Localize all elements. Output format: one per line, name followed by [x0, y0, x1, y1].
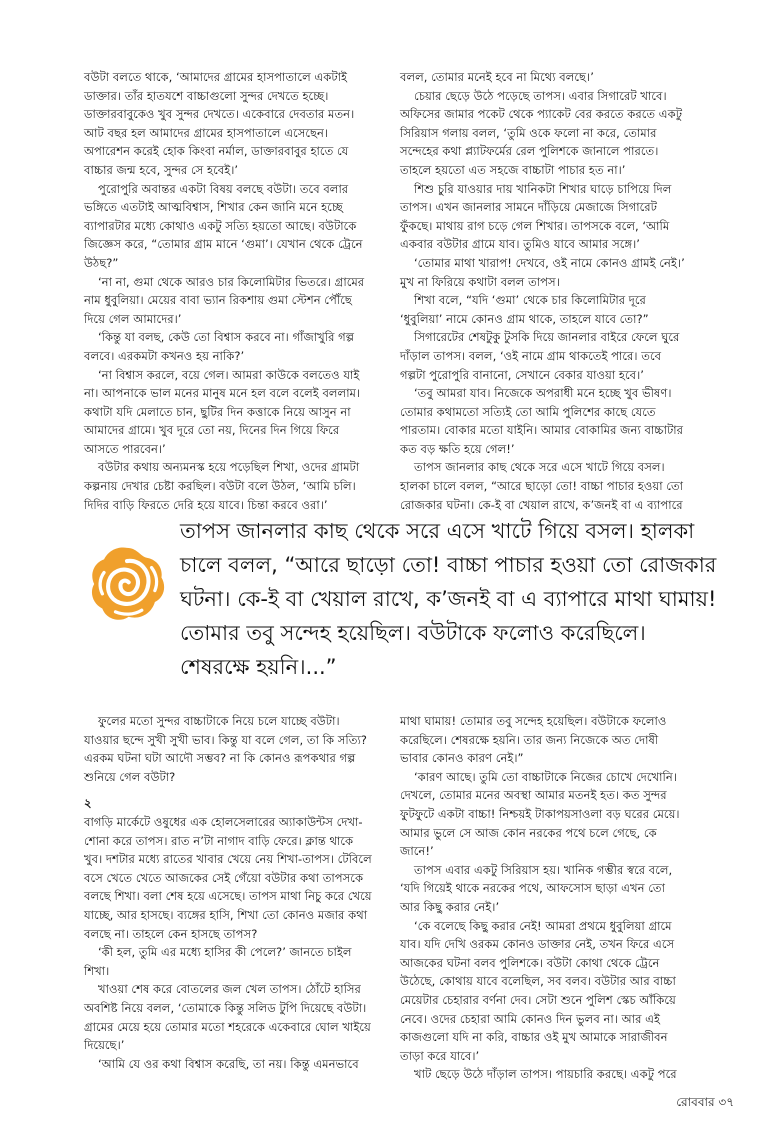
paragraph: ফুলের মতো সুন্দর বাচ্চাটাকে নিয়ে চলে যাচ্ছে বউটা। যাওয়ার ছন্দে সুখী সুখী ভাব। কিন্তু যা বলে গেল, তা কি সত্যি? এরকম ঘটনা ঘটা আদৌ সম্ভব? না কি কোনও রূপকথার গল্প শুনিয়ে গেল বউটা? — [84, 714, 367, 784]
paragraph: খাট ছেড়ে উঠে দাঁড়াল তাপস। পায়চারি করছে। একটু পরে — [414, 1067, 677, 1082]
top-left-column — [84, 68, 374, 514]
pull-quote: তাপস জানলার কাছ থেকে সরে এসে খাটে গিয়ে বসল। হালকা চালে বলল, “আরে ছাড়ো তো! বাচ্চা পাচার হওয়া তো রোজকার ঘটনা। কে-ই বা খেয়াল রাখে, ক’জনই বা এ ব্যাপারে মাথা ঘামায়! তোমার তবু সন্দেহ হয়েছিল। বউটাকে ফলোও করেছিলে। শেষরক্ষে হয়নি।...” — [180, 519, 717, 679]
paragraph: চেয়ার ছেড়ে উঠে পড়েছে তাপস। এবার সিগারেট খাবে। অফিসের জামার পকেট থেকে প্যাকেট বের করতে করতে একটু সিরিয়াস গলায় বলল, ‘তুমি ওকে ফলো না করে, তোমার সন্দেহের কথা প্ল্যাটফর্মের রেল পুলিশকে জানালে পারতে। তাহলে হয়তো এত সহজে বাচ্চাটা পাচার হত না।’ — [400, 88, 683, 177]
paragraph: বাগড়ি মার্কেটে ওষুধের এক হোলসেলারের অ্যাকাউন্টস দেখা-শোনা করে তাপস। রাত ন’টা নাগাদ বাড়ি ফেরে। ক্লান্ত থাকে খুব। দশটার মধ্যে রাতের খাবার খেয়ে নেয় শিখা-তাপস। টেবিলে বসে খেতে খেতে আজকের সেই গেঁয়ো বউটার কথা তাপসকে বলছে শিখা। বলা শেষ হয়ে এসেছে। তাপস মাথা নিচু করে খেয়ে যাচ্ছে, আর হাসছে। ব্যঙ্গের হাসি, শিখা তো কোনও মজার কথা বলছে না। তাহলে কেন হাসছে তাপস? — [84, 814, 372, 941]
paragraph: ‘কিন্তু যা বলছ, কেউ তো বিশ্বাস করবে না। গাঁজাখুরি গল্প বলবে। এরকমটা কখনও হয় নাকি?’ — [84, 330, 355, 363]
paragraph: ‘কে বলেছে কিছু করার নেই! আমরা প্রথমে ধুবুলিয়া গ্রামে যাব। যদি দেখি ওরকম কোনও ডাক্তার নেই, তখন ফিরে এসে আজকের ঘটনা বলব পুলিশকে। বউটা কোথা থেকে ট্রেনে উঠেছে, কোথায় যাবে বলেছিল, সব বলব। বউটার আর বাচ্চা মেয়েটার চেহারার বর্ণনা দেব। সেটা শুনে পুলিশ স্কেচ আঁকিয়ে নেবে। ওদের চেহারা আমি কোনও দিন ভুলব না। আর এই কাজগুলো যদি না করি, বাচ্চার ওই মুখ আমাকে সারাজীবন তাড়া করে যাবে।’ — [400, 918, 676, 1063]
bottom-right-column — [400, 712, 685, 1084]
paragraph: খাওয়া শেষ করে বোতলের জল খেল তাপস। ঠোঁটে হাসির অবশিষ্ট নিয়ে বলল, ‘তোমাকে কিন্তু সলিড টুপি দিয়েছে বউটা। গ্রামের মেয়ে হয়ে তোমার মতো শহরেকে একেবারে ঘোল খাইয়ে দিয়েছে।’ — [84, 982, 371, 1053]
paragraph: শিখা বলে, “যদি ‘গুমা’ থেকে চার কিলোমিটার দূরে ‘ধুবুলিয়া’ নামে কোনও গ্রাম থাকে, তাহলে যাবে তো?” — [400, 293, 649, 326]
paragraph: ‘কী হল, তুমি এর মধ্যে হাসির কী পেলে?’ জানতে চাইল শিখা। — [84, 945, 352, 978]
section-number: ২ — [84, 796, 92, 811]
paragraph: ‘না বিশ্বাস করলে, বয়ে গেল। আমরা কাউকে বলতেও যাই না। আপনাকে ভাল মনের মানুষ মনে হল বলে বলেই বললাম। কথাটা যদি মেলাতে চান, ছুটির দিন কত্তাকে নিয়ে আসুন না আমাদের গ্রামে। খুব দূরে তো নয়, দিনের দিন গিয়ে ফিরে আসতে পারবেন।’ — [84, 367, 361, 456]
paragraph: বউটা বলতে থাকে, ‘আমাদের গ্রামের হাসপাতালে একটাই ডাক্তার। তাঁর হাতযশে বাচ্চাগুলো সুন্দর দেখতে হচ্ছে। ডাক্তারবাবুকেও খুব সুন্দর দেখতে। একেবারে দেবতার মতন। আট বছর হল আমাদের গ্রামের হাসপাতালে এসেছেন। অপারেশন করেই হোক কিংবা নর্মাল, ডাক্তারবাবুর হাতে যে বাচ্চার জন্ম হবে, সুন্দর সে হবেই।’ — [84, 70, 355, 177]
paragraph: ‘না না, গুমা থেকে আরও চার কিলোমিটার ভিতরে। গ্রামের নাম ধুবুলিয়া। মেয়ের বাবা ভ্যান রিকশায় গুমা স্টেশন পৌঁছে দিয়ে গেল আমাদের।’ — [84, 274, 365, 326]
page-number: রোববার ৩৭ — [676, 1095, 734, 1109]
paragraph: ‘কারণ আছে। তুমি তো বাচ্চাটাকে নিজের চোখে দেখোনি। দেখলে, তোমার মনের অবস্থা আমার মতনই হত। কত সুন্দর ফুটফুটে একটা বাচ্চা! নিশ্চয়ই টাকাপয়সাওলা বড় ঘরের মেয়ে। আমার ভুলে সে আজ কোন নরকের পথে চলে গেছে, কে জানে!’ — [400, 769, 680, 859]
paragraph: ‘তবু আমরা যাব। নিজেকে অপরাধী মনে হচ্ছে খুব ভীষণ। তোমার কথামতো সত্যিই তো আমি পুলিশের কাছে যেতে পারতাম। বোকার মতো যাইনি। আমার বোকামির জন্য বাচ্চাটার কত বড় ক্ষতি হয়ে গেল!’ — [400, 386, 684, 456]
paragraph: বলল, তোমার মনেই হবে না মিথ্যে বলছে।’ — [400, 70, 594, 84]
paragraph: বউটার কথায় অন্যমনস্ক হয়ে পড়েছিল শিখা, ওদের গ্রামটা কল্পনায় দেখার চেষ্টা করছিল। বউটা বলে উঠল, ‘আমি চলি। দিদির বাড়ি ফিরতে দেরি হয়ে যাবে। চিন্তা করবে ওরা।’ — [84, 460, 360, 512]
rose-icon — [86, 543, 168, 625]
paragraph: তাপস জানলার কাছ থেকে সরে এসে খাটে গিয়ে বসল। হালকা চালে বলল, “আরে ছাড়ো তো! বাচ্চা পাচার হওয়া তো রোজকার ঘটনা। কে-ই বা খেয়াল রাখে, ক’জনই বা এ ব্যাপারে — [400, 460, 684, 512]
paragraph: সিগারেটের শেষটুকু টুসকি দিয়ে জানলার বাইরে ফেলে ঘুরে দাঁড়াল তাপস। বলল, ‘ওই নামে গ্রাম থাকতেই পারে। তবে গল্পটা পুরোপুরি বানানো, সেখানে বেকার যাওয়া হবে।’ — [400, 330, 680, 382]
paragraph: ‘তোমার মাথা খারাপ! দেখবে, ওই নামে কোনও গ্রামই নেই।’ মুখ না ফিরিয়ে কথাটা বলল তাপস। — [400, 255, 685, 289]
bottom-left-column — [84, 712, 374, 1073]
paragraph: শিশু চুরি যাওয়ার দায় খানিকটা শিখার ঘাড়ে চাপিয়ে দিল তাপস। এখন জানলার সামনে দাঁড়িয়ে মেজাজে সিগারেট ফুঁকছে। মাথায় রাগ চড়ে গেল শিখার। তাপসকে বলে, ‘আমি একবার বউটার গ্রামে যাব। তুমিও যাবে আমার সঙ্গে।’ — [400, 181, 672, 252]
paragraph: মাথা ঘামায়! তোমার তবু সন্দেহ হয়েছিল। বউটাকে ফলোও করেছিলে। শেষরক্ষে হয়নি। তার জন্য নিজেকে অত দোষী ভাবার কোনও কারণ নেই।” — [400, 714, 667, 766]
paragraph: ‘আমি যে ওর কথা বিশ্বাস করেছি, তা নয়। কিন্তু এমনভাবে — [98, 1056, 359, 1071]
top-right-column — [400, 68, 685, 514]
paragraph: পুরোপুরি অবান্তর একটা বিষয় বলছে বউটা। তবে বলার ভঙ্গিতে এতটাই আত্মবিশ্বাস, শিখার কেন জানি মনে হচ্ছে ব্যাপারটার মধ্যে কোথাও একটু সত্যি হয়তো আছে। বউটাকে জিজ্ঞেস করে, “তোমার গ্রাম মানে ‘গুমা’। যেখান থেকে ট্রেনে উঠছ?” — [84, 181, 363, 270]
paragraph: তাপস এবার একটু সিরিয়াস হয়। খানিক গম্ভীর স্বরে বলে, ‘যদি গিয়েই থাকে নরকের পথে, আফসোস ছাড়া এখন তো আর কিছু করার নেই।’ — [400, 862, 673, 914]
